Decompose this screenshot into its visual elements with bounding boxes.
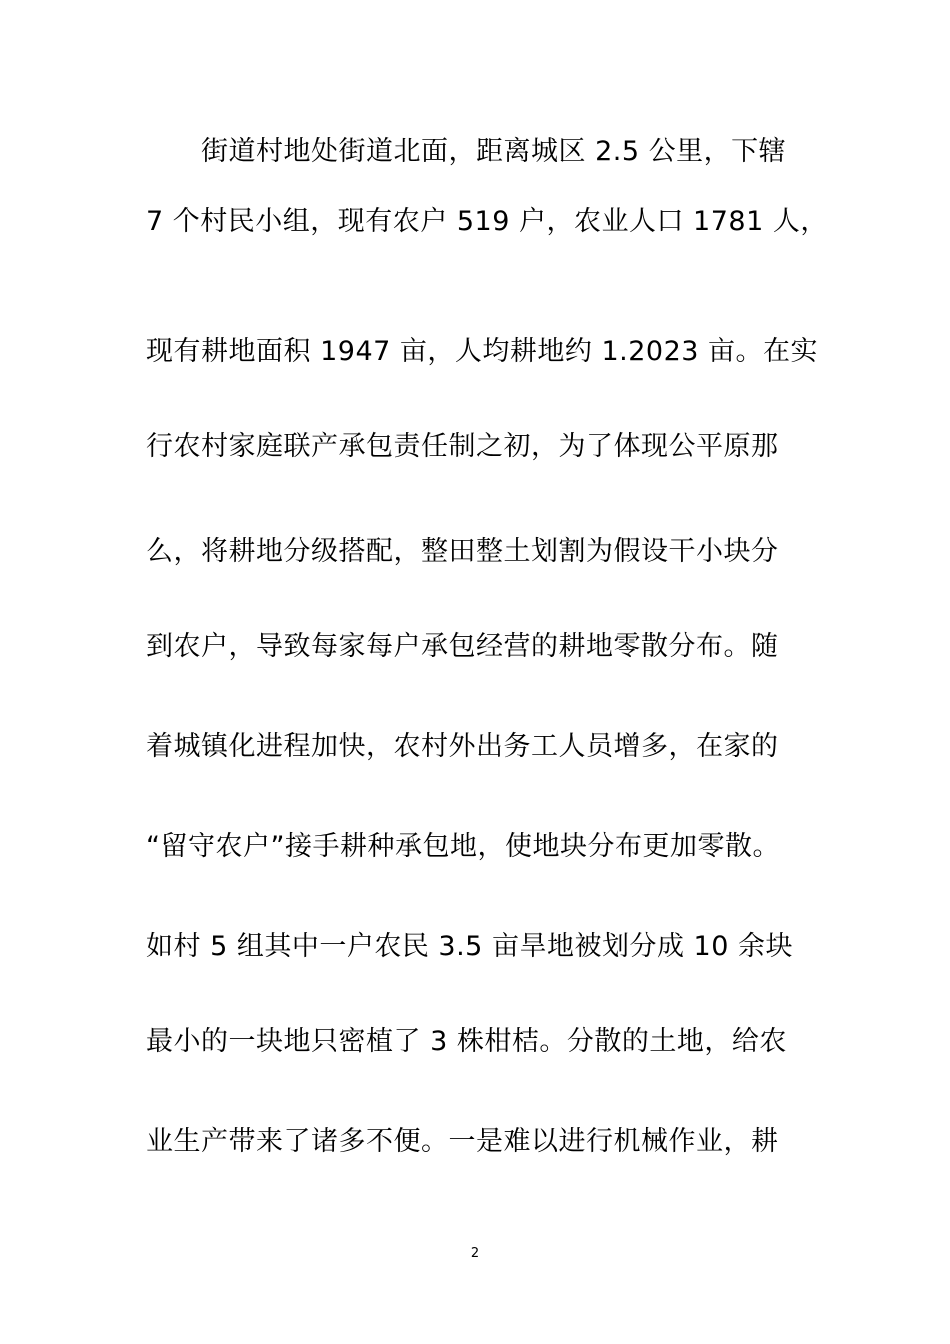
text-line: 着城镇化进程加快，农村外出务工人员增多，在家的 [146, 731, 779, 762]
text-line: 街道村地处街道北面，距离城区 2.5 公里，下辖 [146, 136, 787, 167]
text-line: 现有耕地面积 1947 亩，人均耕地约 1.2023 亩。在实 [146, 336, 819, 367]
text-line: 到农户，导致每家每户承包经营的耕地零散分布。随 [146, 631, 779, 662]
text-line: 7 个村民小组，现有农户 519 户，农业人口 1781 人， [146, 206, 828, 237]
text-line: 业生产带来了诸多不便。一是难以进行机械作业，耕 [146, 1126, 779, 1157]
text-line: 如村 5 组其中一户农民 3.5 亩旱地被划分成 10 余块 [146, 931, 793, 962]
text-line: 么，将耕地分级搭配，整田整土划割为假设干小块分 [146, 536, 779, 567]
text-line: 最小的一块地只密植了 3 株柑桔。分散的土地，给农 [146, 1026, 787, 1057]
page-number: 2 [470, 1246, 480, 1261]
text-line: 行农村家庭联产承包责任制之初，为了体现公平原那 [146, 431, 779, 462]
text-line: “留守农户”接手耕种承包地，使地块分布更加零散。 [146, 831, 780, 862]
